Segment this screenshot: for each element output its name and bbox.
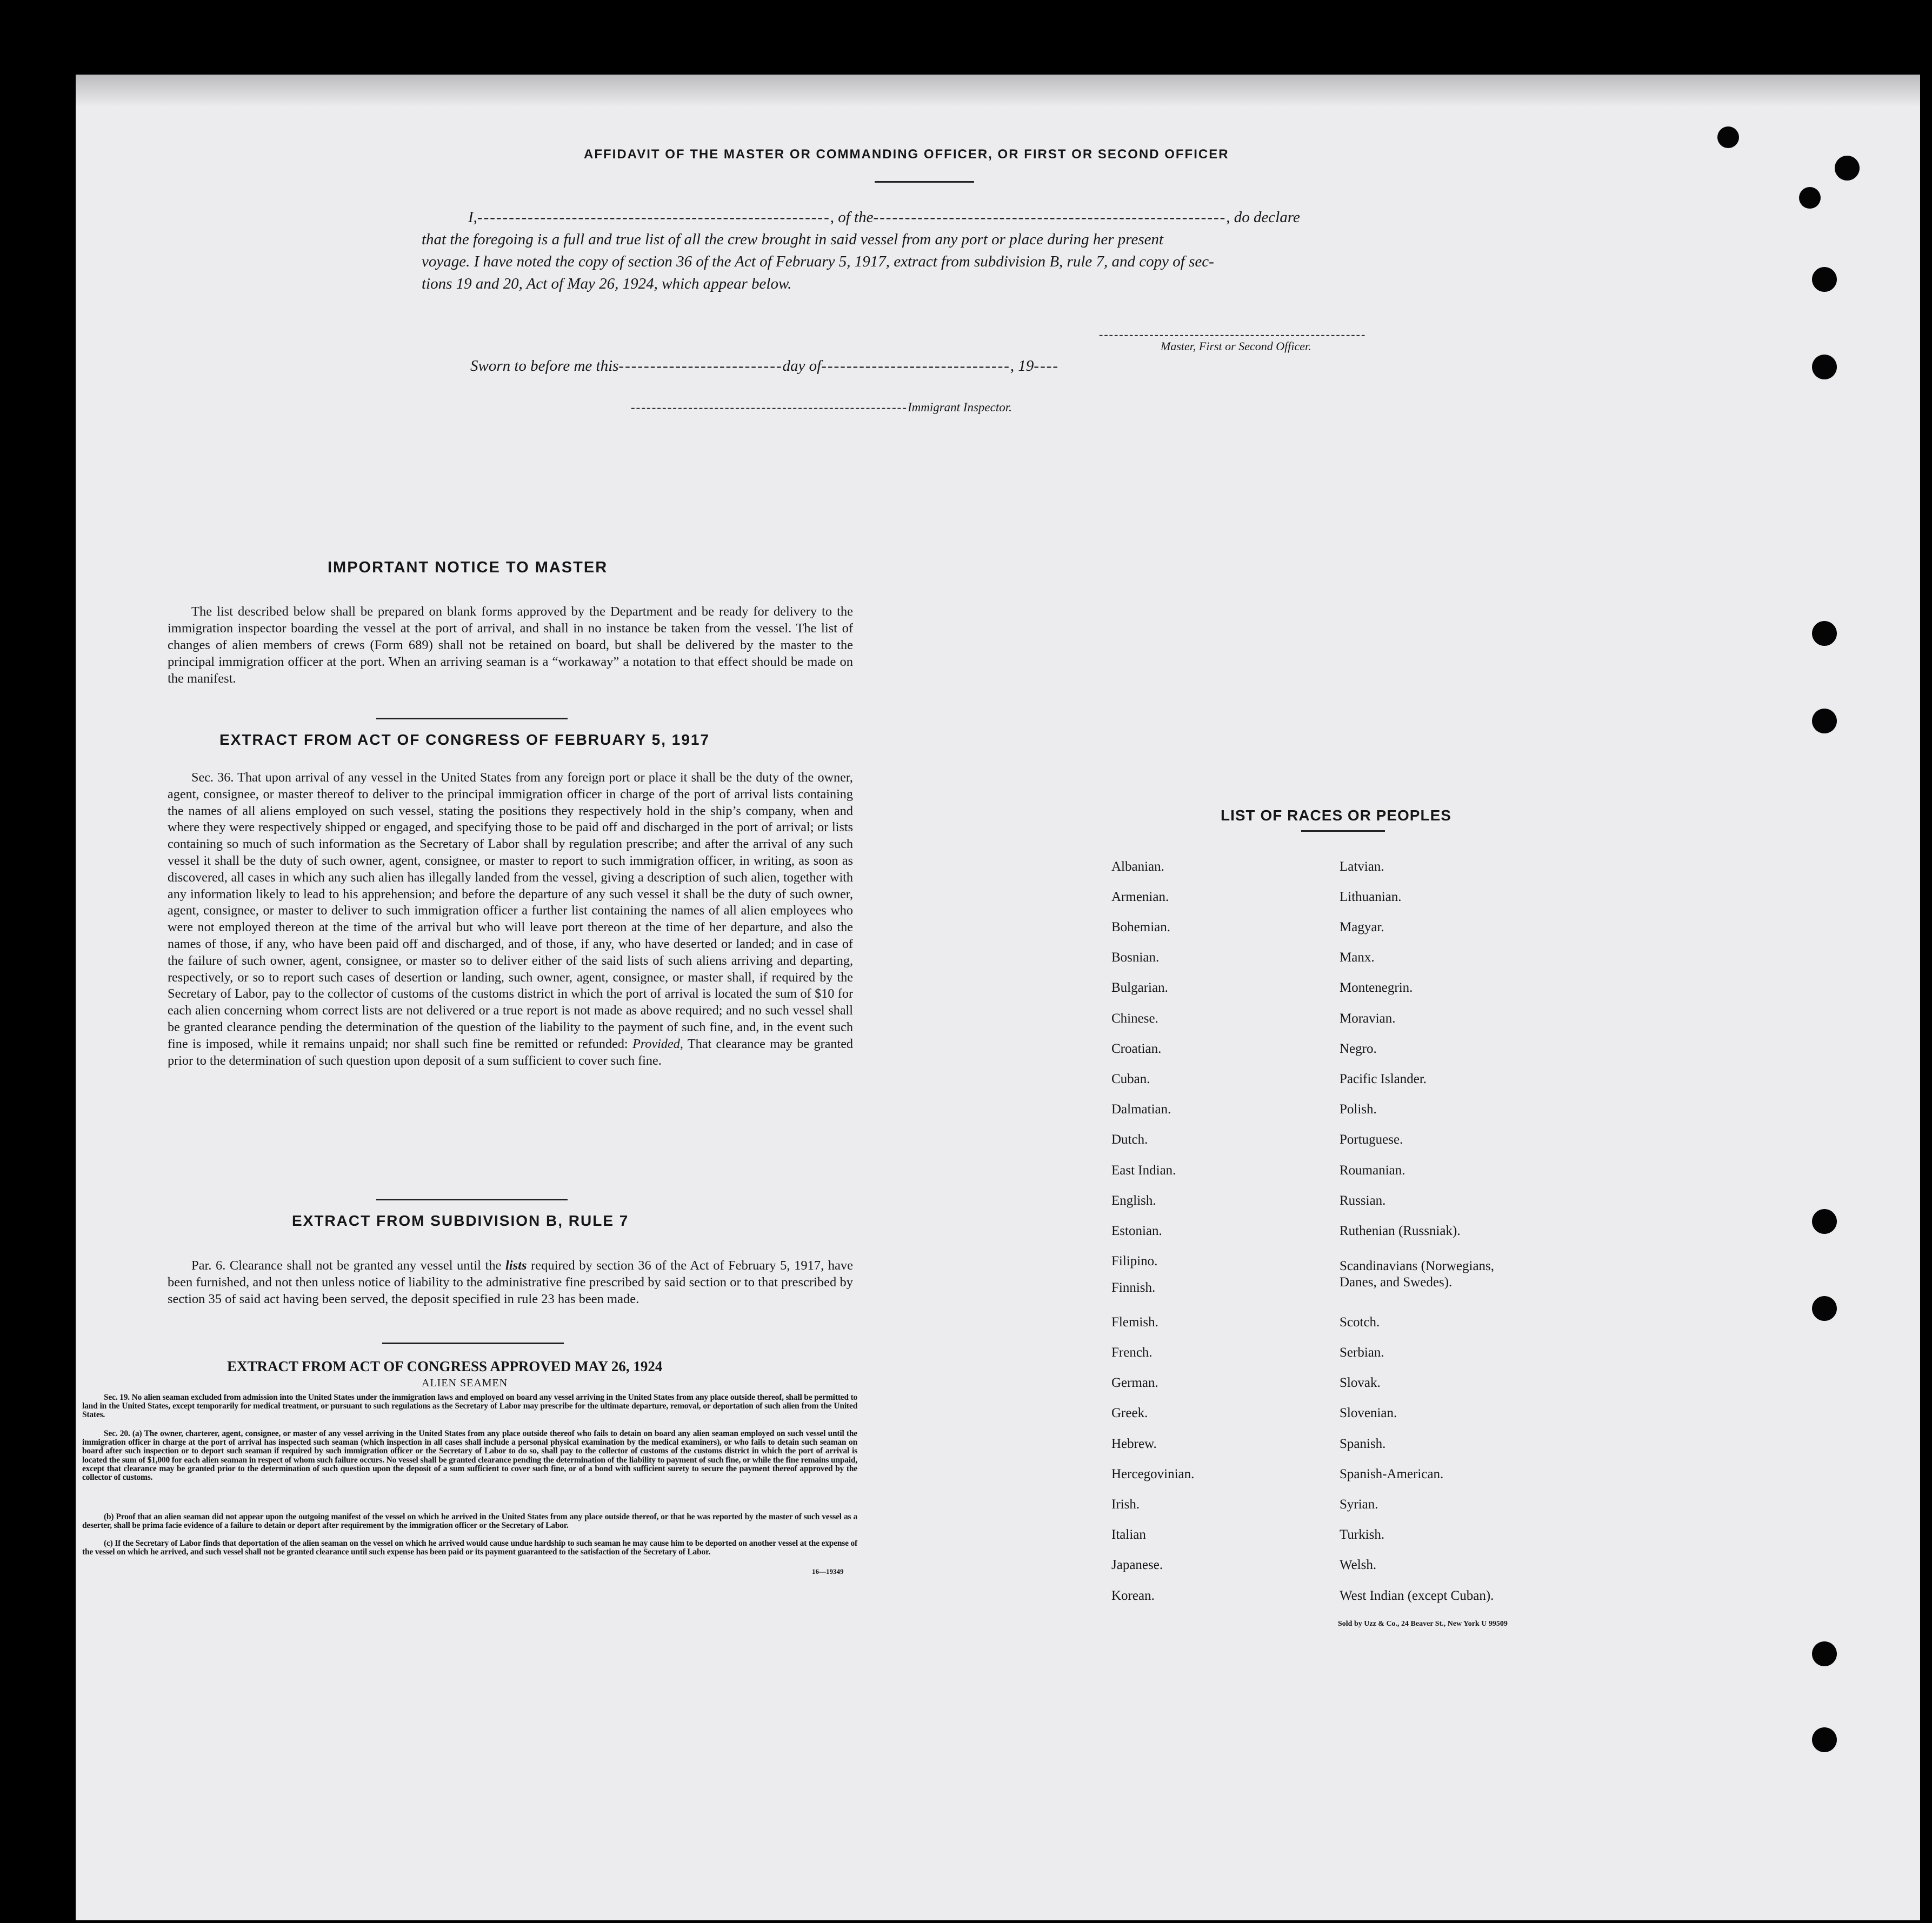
race-item: Irish. [1111,1497,1140,1512]
extract-rule7-title: EXTRACT FROM SUBDIVISION B, RULE 7 [292,1212,629,1229]
race-item: Turkish. [1340,1527,1385,1542]
race-item: Scotch. [1340,1315,1380,1330]
inspector-line: -----------------------------------------------------Immigrant Inspector. [631,400,1012,414]
race-item: Montenegrin. [1340,980,1413,995]
master-name-blank[interactable]: -------------------------------------------------------- [477,209,830,226]
race-item: Roumanian. [1340,1163,1405,1178]
extract-rule7-text: Par. 6. Clearance shall not be granted any vessel until the lists required by section 36 of the Act of February 5, 1917, have been furnished, and not then unless notice of liability to the administrative fine prescribed by said section or to that prescribed by section 35 of said act having been served, the deposit specified in rule 23 has been made. [168,1258,854,1306]
race-item: Dutch. [1111,1132,1148,1147]
race-item: Filipino. [1111,1254,1158,1268]
race-item: Scandinavians (Norwegians, Danes, and Swedes). [1340,1259,1495,1290]
race-item: Cuban. [1111,1072,1150,1086]
sec-20a-text: Sec. 20. (a) The owner, charterer, agent, consignee, or master of any vessel arriving in the United States from any place outside thereof who fails to detain on board any alien seaman employed on such vessel until the immigration officer in charge at the port of arrival has inspected such seaman (which inspection in all cases shall include a personal physical examination by the medical examiners), or who fails to detain such seaman on board after such inspection or to deport such seaman if required by such immigration officer or the Secretary of Labor to do so, shall pay to the collector of customs of the customs district in which the port of arrival is located the sum of $1,000 for each alien seaman in respect of whom such failure occurs. No vessel shall be granted clearance pending the determination of the liability to payment of such fine, or while the fine remains unpaid, except that clearance may be granted prior to the determination of such question upon the deposit of a sum sufficient to cover such fine, or of a bond with sufficient surety to secure the payment thereof approved by the collector of customs. [82,1429,857,1483]
affidavit-line-1: I,--------------------------------------------------------, of the--------------------------------------------------------, do declare [468,209,1300,226]
race-item: Korean. [1111,1588,1155,1603]
race-item: Flemish. [1111,1315,1158,1330]
race-item: English. [1111,1193,1156,1208]
notice-rule [376,718,568,719]
punch-hole [1812,1209,1837,1234]
race-item: Lithuanian. [1340,890,1402,904]
race-item: Finnish. [1111,1280,1156,1295]
punch-hole [1812,267,1837,292]
race-item: Slovak. [1340,1376,1381,1390]
sec-20b-text: (b) Proof that an alien seaman did not appear upon the outgoing manifest of the vessel on which he arrived in the United States from any place outside thereof, or that he was reported by the master of such vessel as a deserter, shall be prima facie evidence of a failure to detain or deport after requirement by the immigration officer or the Secretary of Labor. [82,1512,857,1531]
race-item: Bosnian. [1111,950,1160,965]
extract-rule7-rule [382,1343,564,1344]
race-item: Portuguese. [1340,1132,1403,1147]
affidavit-title: AFFIDAVIT OF THE MASTER OR COMMANDING OFFICER, OR FIRST OR SECOND OFFICER [584,147,1229,162]
extract-1924-subtitle: ALIEN SEAMEN [422,1377,508,1389]
race-item: Albanian. [1111,859,1164,874]
race-item: Negro. [1340,1041,1377,1056]
sworn-line: Sworn to before me this--------------------------day of------------------------------, 19---- [470,357,1060,375]
race-item: Japanese. [1111,1558,1163,1572]
scan-shadow [76,75,1920,107]
punch-hole [1799,187,1821,209]
form-page [76,75,1920,1920]
race-item: Hebrew. [1111,1437,1157,1451]
sworn-month-blank[interactable]: ------------------------------ [821,357,1010,375]
race-item: French. [1111,1345,1152,1360]
race-item: Croatian. [1111,1041,1162,1056]
race-item: Bulgarian. [1111,980,1168,995]
races-title: LIST OF RACES OR PEOPLES [1221,807,1451,824]
race-item: Pacific Islander. [1340,1072,1427,1086]
race-item: Syrian. [1340,1497,1378,1512]
punch-hole [1812,621,1837,646]
race-item: Ruthenian (Russniak). [1340,1224,1461,1238]
punch-hole [1812,1296,1837,1321]
race-item: Manx. [1340,950,1375,965]
race-item: West Indian (except Cuban). [1340,1588,1494,1603]
notice-text: The list described below shall be prepared on blank forms approved by the Department and be ready for delivery to the immigration inspector boarding the vessel at the port of arrival, and shall in no instance be taken from the vessel. The list of changes of alien members of crews (Form 689) shall not be retained on board, but shall be delivered by the master to the principal immigration officer at the port. When an arriving seaman is a “workaway” a notation to that effect should be made on the manifest. [168,604,853,686]
race-item: Hercegovinian. [1111,1467,1195,1481]
punch-hole [1812,355,1837,379]
race-item: Spanish-American. [1340,1467,1444,1481]
race-item: Moravian. [1340,1011,1396,1026]
signature-blank[interactable]: ----------------------------------------------------- [1099,328,1367,341]
race-item: Bohemian. [1111,920,1171,934]
sec-36-label: Sec. 36. [191,770,234,785]
extract-1917-rule [376,1199,568,1200]
par-6-label: Par. 6. [191,1258,226,1273]
race-item: Serbian. [1340,1345,1384,1360]
punch-hole [1717,126,1739,148]
inspector-signature-blank[interactable]: ----------------------------------------------------- [631,400,908,414]
race-item: Welsh. [1340,1558,1377,1572]
affidavit-line-2: that the foregoing is a full and true list of all the crew brought in said vessel from any port or place during her present [422,231,1164,248]
extract-1924-title: EXTRACT FROM ACT OF CONGRESS APPROVED MAY 26, 1924 [227,1358,663,1374]
race-item: Polish. [1340,1102,1377,1117]
punch-hole [1812,1641,1837,1666]
race-item: Spanish. [1340,1437,1386,1451]
affidavit-line-3: voyage. I have noted the copy of section 36 of the Act of February 5, 1917, extract from subdivision B, rule 7, and copy of sec- [422,253,1214,270]
vessel-name-blank[interactable]: -------------------------------------------------------- [873,209,1227,226]
race-item: Dalmatian. [1111,1102,1171,1117]
punch-hole [1835,156,1860,181]
sworn-day-blank[interactable]: -------------------------- [618,357,783,375]
signature-label: Master, First or Second Officer. [1161,339,1311,353]
punch-hole [1812,709,1837,733]
extract-1917-text: Sec. 36. That upon arrival of any vessel in the United States from any foreign port or place it shall be the duty of the owner, agent, consignee, or master thereof to deliver to the principal immigration officer in charge of the port of arrival lists containing the names of all aliens employed on such vessel, stating the positions they respectively hold in the ship’s company, when and where they were respectively shipped or engaged, and specifying those to be paid off and discharged in the port of arrival; or lists containing so much of such information as the Secretary of Labor shall by regulation prescribe; and after the arrival of any such vessel it shall be the duty of such owner, agent, consignee, or master to report to such immigration officer, in writing, as soon as discovered, all cases in which any such alien has illegally landed from the vessel, giving a description of such alien, together with any information likely to lead to his apprehension; and before the departure of any such vessel it shall be the duty of such owner, agent, consignee, or master to deliver to such immigration officer a further list containing the names of all alien employees who were not employed thereon at the time of the arrival but who will leave port thereon at the time of her departure, and also the names of those, if any, who have been paid off and discharged, and of those, if any, who have deserted or landed; and in case of the failure of such owner, agent, consignee, or master so to deliver either of the said lists of such aliens arriving and departing, respectively, or so to report such cases of desertion or landing, such owner, agent, consignee, or master shall, if required by the Secretary of Labor, pay to the collector of customs of the customs district in which the port of arrival is located the sum of $10 for each alien concerning whom correct lists are not delivered or a true report is not made as above required; and no such vessel shall be granted clearance pending the determination of the question of the liability to the payment of such fine, and, in the event such fine is imposed, while it remains unpaid; nor shall such fine be remitted or refunded: Provided, That clearance may be granted prior to the determination of such question upon deposit of a sum sufficient to cover such fine. [168,770,854,1068]
sec-20c-text: (c) If the Secretary of Labor finds that deportation of the alien seaman on the vessel on which he arrived would cause undue hardship to such seaman he may cause him to be deported on another vessel at the expense of the vessel on which he arrived, and such vessel shall not be granted clearance until such expense has been paid or its payment guaranteed to the satisfaction of the Secretary of Labor. [82,1539,857,1557]
race-item: German. [1111,1376,1158,1390]
sec-19-text: Sec. 19. No alien seaman excluded from admission into the United States under the immigration laws and employed on board any vessel arriving in the United States from any place outside thereof, shall be permitted to land in the United States, except temporarily for medical treatment, or pursuant to such regulations as the Secretary of Labor may prescribe for the ultimate departure, removal, or deportation of such alien from the United States. [82,1393,857,1420]
race-item: Russian. [1340,1193,1386,1208]
affidavit-line-4: tions 19 and 20, Act of May 26, 1924, which appear below. [422,275,792,292]
race-item: East Indian. [1111,1163,1176,1178]
race-item: Estonian. [1111,1224,1162,1238]
race-item: Slovenian. [1340,1406,1397,1420]
sworn-year-blank[interactable]: ---- [1034,357,1060,375]
extract-1917-title: EXTRACT FROM ACT OF CONGRESS OF FEBRUARY 5, 1917 [219,731,710,748]
race-item: Latvian. [1340,859,1384,874]
notice-title: IMPORTANT NOTICE TO MASTER [328,559,608,576]
form-number: 16—19349 [812,1567,844,1575]
race-item: Italian [1111,1527,1146,1542]
race-item: Magyar. [1340,920,1384,934]
affidavit-title-rule [875,181,974,183]
race-item: Chinese. [1111,1011,1158,1026]
punch-hole [1812,1727,1837,1752]
races-title-rule [1301,830,1385,832]
printer-imprint: Sold by Uzz & Co., 24 Beaver St., New York U 99509 [1338,1620,1508,1628]
race-item: Greek. [1111,1406,1148,1420]
race-item: Armenian. [1111,890,1169,904]
